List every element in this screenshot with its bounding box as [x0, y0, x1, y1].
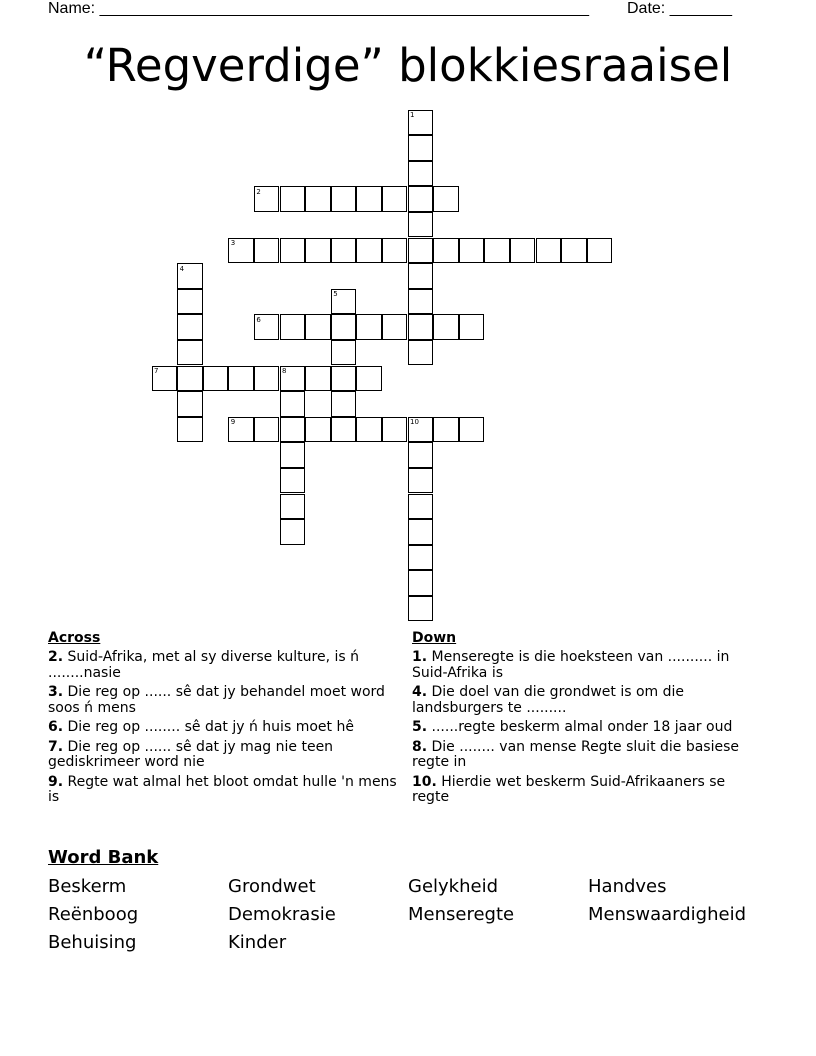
- crossword-cell[interactable]: [433, 186, 459, 212]
- clue-number: 10: [410, 418, 419, 427]
- crossword-cell[interactable]: [587, 238, 613, 264]
- clue-number-label: 1.: [412, 649, 428, 665]
- clue-text: Die doel van die grondwet is om die landsburgers te .........: [412, 684, 685, 716]
- across-clue: [48, 685, 400, 716]
- crossword-cell[interactable]: [408, 186, 434, 212]
- crossword-cell[interactable]: [356, 417, 382, 443]
- crossword-cell[interactable]: [331, 417, 357, 443]
- down-clue: [412, 775, 764, 806]
- across-heading: Across: [48, 630, 101, 646]
- crossword-cell[interactable]: [408, 238, 434, 264]
- clue-text: ......regte beskerm almal onder 18 jaar oud: [427, 719, 733, 735]
- clue-text: Suid-Afrika, met al sy diverse kulture, is ń ........nasie: [48, 649, 359, 681]
- date-field[interactable]: Date: _______: [627, 0, 732, 17]
- crossword-cell[interactable]: [382, 314, 408, 340]
- across-clue: [48, 740, 400, 771]
- down-clue-list: [412, 650, 764, 806]
- clue-text: Die reg op ...... sê dat jy mag nie teen gediskrimeer word nie: [48, 738, 334, 770]
- crossword-cell[interactable]: [280, 186, 306, 212]
- crossword-cell[interactable]: [177, 366, 203, 392]
- clue-number-label: 8.: [412, 738, 428, 755]
- crossword-cell[interactable]: [280, 494, 306, 520]
- crossword-cell[interactable]: [408, 212, 434, 238]
- across-clue: [48, 650, 400, 681]
- crossword-cell[interactable]: [459, 238, 485, 264]
- crossword-cell[interactable]: [280, 391, 306, 417]
- across-clue: [48, 720, 400, 736]
- crossword-cell[interactable]: [228, 366, 254, 392]
- clue-text: Die ........ van mense Regte sluit die basiese regte in: [412, 738, 740, 770]
- clue-text: Hierdie wet beskerm Suid-Afrikaaners se regte: [412, 773, 726, 805]
- clue-number: 7: [154, 367, 159, 375]
- down-clue: [412, 720, 764, 736]
- word-bank-item: Kinder: [228, 932, 287, 953]
- across-clue-list: [48, 650, 400, 806]
- across-clues: [48, 630, 400, 810]
- crossword-cell[interactable]: [459, 314, 485, 340]
- word-bank-item: Menseregte: [408, 904, 515, 925]
- crossword-cell[interactable]: [254, 238, 280, 264]
- crossword-cell[interactable]: [305, 366, 331, 392]
- clue-number: 6: [256, 315, 261, 324]
- crossword-cell[interactable]: [433, 314, 459, 340]
- crossword-cell[interactable]: [408, 494, 434, 520]
- crossword-cell[interactable]: [356, 366, 382, 392]
- clue-text: Die reg op ........ sê dat jy ń huis moet hê: [63, 719, 354, 735]
- crossword-cell[interactable]: [280, 519, 306, 545]
- clue-number: 3: [230, 239, 236, 247]
- crossword-cell[interactable]: [561, 238, 587, 264]
- clue-text: Die reg op ...... sê dat jy behandel moet word soos ń mens: [48, 684, 385, 716]
- word-bank-item: Reënboog: [48, 904, 139, 925]
- crossword-cell[interactable]: [408, 135, 434, 161]
- clue-number: 2: [256, 187, 261, 196]
- crossword-cell[interactable]: [408, 340, 434, 366]
- clue-number-label: 10.: [412, 773, 437, 790]
- clue-text: Menseregte is die hoeksteen van .......... in Suid-Afrika is: [412, 649, 730, 681]
- crossword-cell[interactable]: [305, 417, 331, 443]
- crossword-cell[interactable]: [408, 442, 434, 468]
- word-bank-item: Handves: [588, 876, 667, 897]
- word-bank-item: Behuising: [48, 932, 137, 953]
- word-bank-item: Beskerm: [48, 876, 127, 897]
- crossword-cell[interactable]: [177, 391, 203, 417]
- crossword-cell[interactable]: [356, 186, 382, 212]
- down-clues: [412, 630, 764, 810]
- crossword-cell[interactable]: [331, 340, 357, 366]
- crossword-cell[interactable]: [408, 519, 434, 545]
- crossword-cell[interactable]: [331, 366, 357, 392]
- crossword-cell[interactable]: [408, 570, 434, 596]
- crossword-cell[interactable]: [408, 545, 434, 571]
- crossword-cell[interactable]: [280, 238, 306, 264]
- crossword-cell[interactable]: [280, 442, 306, 468]
- crossword-cell[interactable]: [280, 417, 306, 443]
- word-bank-item: Menswaardigheid: [588, 904, 747, 925]
- across-clue: [48, 775, 400, 806]
- clue-number-label: 4.: [412, 684, 428, 700]
- crossword-cell[interactable]: [433, 238, 459, 264]
- crossword-cell[interactable]: [356, 314, 382, 340]
- crossword-cell[interactable]: [203, 366, 229, 392]
- crossword-cell[interactable]: [254, 366, 280, 392]
- word-bank-item: Gelykheid: [408, 876, 499, 897]
- clue-number: 5: [333, 290, 338, 299]
- crossword-cell[interactable]: [408, 263, 434, 289]
- word-bank-item: Grondwet: [228, 876, 316, 897]
- crossword-cell[interactable]: [331, 238, 357, 264]
- crossword-cell[interactable]: [331, 314, 357, 340]
- crossword-cell[interactable]: [382, 238, 408, 264]
- crossword-cell[interactable]: [433, 417, 459, 443]
- crossword-cell[interactable]: [408, 596, 434, 622]
- crossword-cell[interactable]: [305, 186, 331, 212]
- clue-number: 9: [230, 418, 236, 427]
- word-bank: [48, 873, 788, 957]
- crossword-cell[interactable]: [459, 417, 485, 443]
- clue-number-label: 3.: [48, 684, 64, 700]
- word-bank-heading: Word Bank: [48, 847, 159, 868]
- crossword-cell[interactable]: [305, 238, 331, 264]
- crossword-cell[interactable]: [177, 289, 203, 315]
- crossword-cell[interactable]: [382, 186, 408, 212]
- crossword-cell[interactable]: [536, 238, 562, 264]
- crossword-cell[interactable]: [408, 289, 434, 315]
- crossword-cell[interactable]: [408, 468, 434, 494]
- crossword-cell[interactable]: [408, 161, 434, 187]
- page-title: “Regverdige” blokkiesraaisel: [83, 39, 733, 92]
- crossword-cell[interactable]: [331, 391, 357, 417]
- clue-number-label: 6.: [48, 719, 64, 735]
- down-clue: [412, 685, 764, 716]
- name-field[interactable]: Name: _______________________________________________________: [48, 0, 589, 17]
- crossword-cell[interactable]: [305, 314, 331, 340]
- crossword-cell[interactable]: [177, 417, 203, 443]
- crossword-cell[interactable]: [408, 314, 434, 340]
- clue-number-label: 7.: [48, 738, 64, 755]
- crossword-cell[interactable]: [356, 238, 382, 264]
- crossword-cell[interactable]: [382, 417, 408, 443]
- crossword-cell[interactable]: [177, 314, 203, 340]
- down-clue: [412, 740, 764, 771]
- word-bank-item: Demokrasie: [228, 904, 336, 925]
- crossword-cell[interactable]: [510, 238, 536, 264]
- clue-number-label: 9.: [48, 773, 64, 790]
- clue-number: 1: [410, 111, 415, 119]
- crossword-cell[interactable]: [280, 314, 306, 340]
- down-clue: [412, 650, 764, 681]
- down-heading: Down: [412, 630, 457, 646]
- clue-number-label: 2.: [48, 649, 64, 665]
- crossword-cell[interactable]: [331, 186, 357, 212]
- clue-text: Regte wat almal het bloot omdat hulle 'n mens is: [48, 773, 397, 805]
- clue-number: 4: [179, 264, 185, 273]
- clue-number: 8: [282, 367, 287, 375]
- crossword-cell[interactable]: [484, 238, 510, 264]
- crossword-cell[interactable]: [280, 468, 306, 494]
- clue-number-label: 5.: [412, 719, 428, 735]
- crossword-cell[interactable]: [177, 340, 203, 366]
- crossword-cell[interactable]: [254, 417, 280, 443]
